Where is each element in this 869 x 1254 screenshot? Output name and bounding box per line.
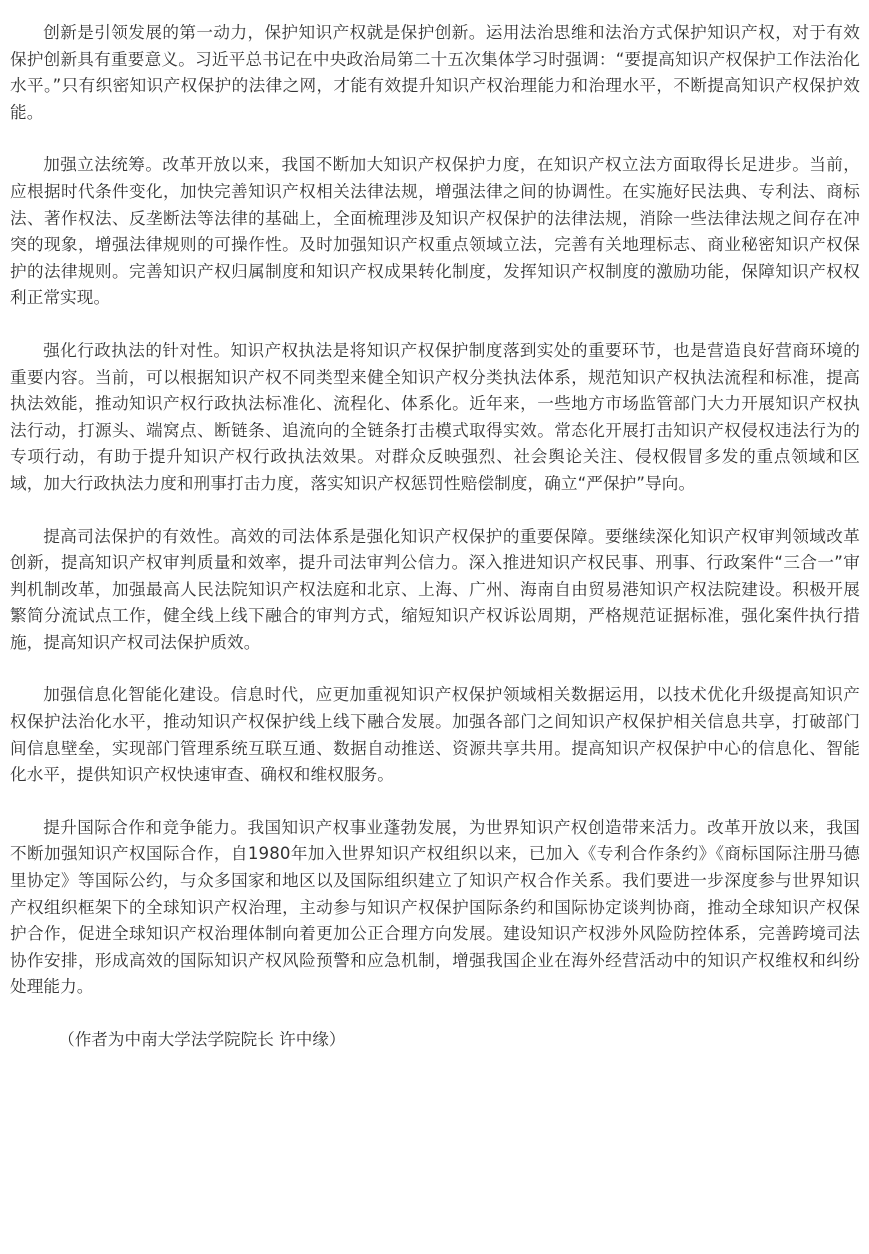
paragraph-administrative-enforcement: 强化行政执法的针对性。知识产权执法是将知识产权保护制度落到实处的重要环节，也是营造良好营商环境的重要内容。当前，可以根据知识产权不同类型来健全知识产权分类执法体系，规范知识产权执法流程和标准，提高执法效能，推动知识产权行政执法标准化、流程化、体系化。近年来，一些地方市场监管部门大力开展知识产权执法行动，打源头、端窝点、断链条、追流向的全链条打击模式取得实效。常态化开展打击知识产权侵权违法行为的专项行动，有助于提升知识产权行政执法效果。对群众反映强烈、社会舆论关注、侵权假冒多发的重点领域和区域，加大行政执法力度和刑事打击力度，落实知识产权惩罚性赔偿制度，确立“严保护”导向。 bbox=[10, 340, 860, 493]
article-body bbox=[10, 20, 860, 1054]
paragraph-informatization: 加强信息化智能化建设。信息时代，应更加重视知识产权保护领域相关数据运用，以技术优化升级提高知识产权保护法治化水平，推动知识产权保护线上线下融合发展。加强各部门之间知识产权保护相关信息共享，打破部门间信息壁垒，实现部门管理系统互联互通、数据自动推送、资源共享共用。提高知识产权保护中心的信息化、智能化水平，提供知识产权快速审查、确权和维权服务。 bbox=[10, 685, 860, 785]
paragraph-international-cooperation: 提升国际合作和竞争能力。我国知识产权事业蓬勃发展，为世界知识产权创造带来活力。改革开放以来，我国不断加强知识产权国际合作，自1980年加入世界知识产权组织以来，已加入《专利合作条约》《商标国际注册马德里协定》等国际公约，与众多国家和地区以及国际组织建立了知识产权合作关系。我们要进一步深度参与世界知识产权组织框架下的全球知识产权治理，主动参与知识产权保护国际条约和国际协定谈判协商，推动全球知识产权保护合作，促进全球知识产权治理体制向着更加公正合理方向发展。建设知识产权涉外风险防控体系，完善跨境司法协作安排，形成高效的国际知识产权风险预警和应急机制，增强我国企业在海外经营活动中的知识产权维权和纠纷处理能力。 bbox=[10, 817, 860, 997]
paragraph-judicial-protection: 提高司法保护的有效性。高效的司法体系是强化知识产权保护的重要保障。要继续深化知识产权审判领域改革创新，提高知识产权审判质量和效率，提升司法审判公信力。深入推进知识产权民事、刑事、行政案件“三合一”审判机制改革，加强最高人民法院知识产权法庭和北京、上海、广州、海南自由贸易港知识产权法院建设。积极开展繁简分流试点工作，健全线上线下融合的审判方式，缩短知识产权诉讼周期，严格规范证据标准，强化案件执行措施，提高知识产权司法保护质效。 bbox=[10, 526, 860, 652]
paragraph-intro: 创新是引领发展的第一动力，保护知识产权就是保护创新。运用法治思维和法治方式保护知识产权，对于有效保护创新具有重要意义。习近平总书记在中央政治局第二十五次集体学习时强调：“要提高知识产权保护工作法治化水平。”只有织密知识产权保护的法律之网，才能有效提升知识产权治理能力和治理水平，不断提高知识产权保护效能。 bbox=[10, 23, 860, 122]
paragraph-legislation: 加强立法统筹。改革开放以来，我国不断加大知识产权保护力度，在知识产权立法方面取得长足进步。当前，应根据时代条件变化，加快完善知识产权相关法律法规，增强法律之间的协调性。在实施好民法典、专利法、商标法、著作权法、反垄断法等法律的基础上，全面梳理涉及知识产权保护的法律法规，消除一些法律法规之间存在冲突的现象，增强法律规则的可操作性。及时加强知识产权重点领域立法，完善有关地理标志、商业秘密知识产权保护的法律规则。完善知识产权归属制度和知识产权成果转化制度，发挥知识产权制度的激励功能，保障知识产权权利正常实现。 bbox=[10, 155, 860, 308]
author-byline: （作者为中南大学法学院院长 许中缘） bbox=[58, 1030, 346, 1049]
